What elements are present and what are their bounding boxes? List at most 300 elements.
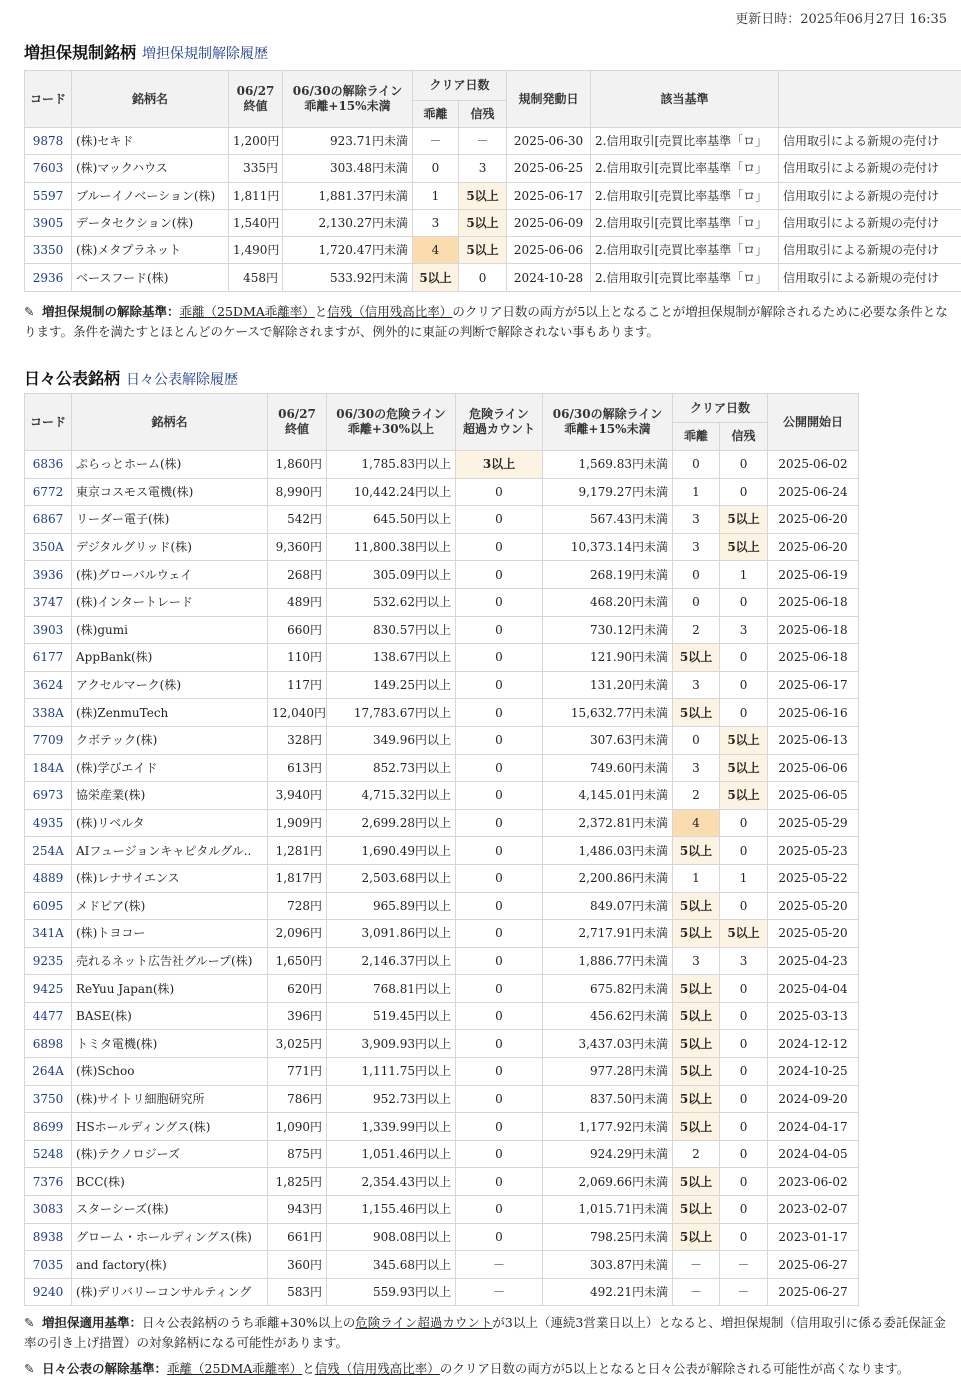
shinzan-days-cell: 5以上 xyxy=(720,754,768,782)
stock-code-link[interactable]: 6177 xyxy=(32,650,64,665)
stock-code-link[interactable]: 338A xyxy=(32,705,64,720)
stock-code-cell xyxy=(25,864,72,892)
danger-line-cell: 2,503.68円以上 xyxy=(327,864,456,892)
stock-code-link[interactable]: 6973 xyxy=(32,788,64,803)
kairi-days-cell: － xyxy=(673,1251,720,1279)
shinzan-days-cell: － xyxy=(459,128,507,155)
stock-code-cell xyxy=(25,644,72,672)
danger-count-cell: 0 xyxy=(456,975,543,1003)
close-price-cell: 1,090円 xyxy=(268,1113,327,1141)
start-date-cell: 2025-03-13 xyxy=(768,1002,859,1030)
col-extra xyxy=(779,71,961,128)
stock-code-link[interactable]: 3747 xyxy=(32,595,64,610)
kairi-days-cell: 5以上 xyxy=(673,1223,720,1251)
stock-name-cell: (株)リベルタ xyxy=(72,809,268,837)
stock-code-link[interactable]: 3624 xyxy=(32,678,64,693)
release-line-cell: 2,200.86円未満 xyxy=(543,864,673,892)
danger-line-cell: 3,909.93円以上 xyxy=(327,1030,456,1058)
start-date-cell: 2025-06-16 xyxy=(768,699,859,727)
section1-history-link[interactable]: 増担保規制解除履歴 xyxy=(142,46,269,62)
release-line-cell: 10,373.14円未満 xyxy=(543,533,673,561)
danger-count-cell: 0 xyxy=(456,1058,543,1086)
release-line-cell: 2,069.66円未満 xyxy=(543,1168,673,1196)
table-row xyxy=(25,975,859,1003)
danger-line-cell: 4,715.32円以上 xyxy=(327,782,456,810)
close-price-cell: 1,490円 xyxy=(229,237,283,264)
start-date-cell: 2023-02-07 xyxy=(768,1196,859,1224)
shinzan-days-cell: 5以上 xyxy=(459,182,507,209)
start-date-cell: 2024-10-28 xyxy=(507,264,591,291)
danger-line-cell: 1,339.99円以上 xyxy=(327,1113,456,1141)
stock-code-link[interactable]: 6898 xyxy=(32,1036,64,1051)
start-date-cell: 2023-01-17 xyxy=(768,1223,859,1251)
close-price-cell: 3,025円 xyxy=(268,1030,327,1058)
release-line-cell: 303.87円未満 xyxy=(543,1251,673,1279)
stock-code-cell xyxy=(25,182,72,209)
shinzan-days-cell: 0 xyxy=(720,809,768,837)
release-line-cell: 1,569.83円未満 xyxy=(543,451,673,479)
start-date-cell: 2025-05-22 xyxy=(768,864,859,892)
release-line-cell: 121.90円未満 xyxy=(543,644,673,672)
start-date-cell: 2025-06-30 xyxy=(507,128,591,155)
release-line-cell: 1,720.47円未満 xyxy=(283,237,413,264)
stock-code-link[interactable]: 4935 xyxy=(32,816,64,831)
start-date-cell: 2025-04-23 xyxy=(768,947,859,975)
section2-history-link[interactable]: 日々公表解除履歴 xyxy=(126,372,239,388)
close-price-cell: 8,990円 xyxy=(268,478,327,506)
danger-line-cell: 519.45円以上 xyxy=(327,1002,456,1030)
col-release-line: 06/30の解除ライン 乖離+15%未満 xyxy=(543,394,673,451)
kairi-days-cell: 5以上 xyxy=(673,837,720,865)
start-date-cell: 2025-06-06 xyxy=(768,754,859,782)
danger-count-cell: 0 xyxy=(456,1113,543,1141)
stock-code-cell xyxy=(25,1196,72,1224)
stock-name-cell: ReYuu Japan(株) xyxy=(72,975,268,1003)
start-date-cell: 2025-06-20 xyxy=(768,533,859,561)
stock-code-link[interactable]: 8938 xyxy=(32,1229,64,1244)
stock-name-cell: (株)グローバルウェイ xyxy=(72,561,268,589)
kairi-days-cell: 0 xyxy=(673,561,720,589)
shinzan-days-cell: 0 xyxy=(459,264,507,291)
close-price-cell: 728円 xyxy=(268,892,327,920)
danger-count-cell: 0 xyxy=(456,671,543,699)
table-row xyxy=(25,182,961,209)
stock-code-cell xyxy=(25,1223,72,1251)
shinzan-days-cell: 0 xyxy=(720,478,768,506)
section1-title xyxy=(24,40,268,63)
danger-count-cell: 0 xyxy=(456,1196,543,1224)
stock-code-link[interactable]: 9425 xyxy=(32,981,64,996)
start-date-cell: 2025-06-18 xyxy=(768,616,859,644)
stock-code-link[interactable]: 5597 xyxy=(32,188,64,203)
col-start-date: 公開開始日 xyxy=(768,394,859,451)
stock-code-cell xyxy=(25,975,72,1003)
shinzan-days-cell: 5以上 xyxy=(459,209,507,236)
start-date-cell: 2025-06-20 xyxy=(768,506,859,534)
stock-code-link[interactable]: 8699 xyxy=(32,1119,64,1134)
stock-code-cell xyxy=(25,264,72,291)
kairi-days-cell: 3 xyxy=(673,671,720,699)
start-date-cell: 2025-06-19 xyxy=(768,561,859,589)
stock-code-link[interactable]: 3905 xyxy=(32,216,64,231)
stock-name-cell: (株)gumi xyxy=(72,616,268,644)
start-date-cell: 2025-06-27 xyxy=(768,1251,859,1279)
release-line-cell: 468.20円未満 xyxy=(543,588,673,616)
close-price-cell: 786円 xyxy=(268,1085,327,1113)
stock-code-link[interactable]: 3936 xyxy=(32,567,64,582)
stock-code-link[interactable]: 7376 xyxy=(32,1174,64,1189)
danger-count-cell: 0 xyxy=(456,699,543,727)
shinzan-days-cell: 0 xyxy=(720,1085,768,1113)
table-row xyxy=(25,155,961,182)
stock-code-link[interactable]: 6836 xyxy=(32,457,64,472)
start-date-cell: 2025-06-06 xyxy=(507,237,591,264)
col-code: コード xyxy=(25,394,72,451)
release-line-cell: 730.12円未満 xyxy=(543,616,673,644)
release-line-cell: 1,486.03円未満 xyxy=(543,837,673,865)
table-row xyxy=(25,892,859,920)
criteria-detail-cell: 信用取引による新規の売付け xyxy=(779,155,961,182)
stock-name-cell: リーダー電子(株) xyxy=(72,506,268,534)
stock-code-cell xyxy=(25,616,72,644)
danger-line-cell: 149.25円以上 xyxy=(327,671,456,699)
table-row xyxy=(25,1251,859,1279)
close-price-cell: 620円 xyxy=(268,975,327,1003)
danger-count-cell: 0 xyxy=(456,588,543,616)
close-price-cell: 1,817円 xyxy=(268,864,327,892)
stock-code-link[interactable]: 341A xyxy=(32,926,64,941)
danger-count-cell: － xyxy=(456,1251,543,1279)
kairi-days-cell: 5以上 xyxy=(673,1058,720,1086)
kairi-days-cell: 0 xyxy=(673,588,720,616)
danger-line-cell: 559.93円以上 xyxy=(327,1278,456,1306)
col-close: 06/27 終値 xyxy=(229,71,283,128)
release-line-cell: 1,881.37円未満 xyxy=(283,182,413,209)
stock-name-cell: デジタルグリッド(株) xyxy=(72,533,268,561)
danger-line-cell: 17,783.67円以上 xyxy=(327,699,456,727)
stock-code-link[interactable]: 7035 xyxy=(32,1257,64,1272)
kairi-days-cell: 2 xyxy=(673,782,720,810)
stock-name-cell: 売れるネット広告社グループ(株) xyxy=(72,947,268,975)
stock-code-cell xyxy=(25,237,72,264)
table-row xyxy=(25,837,859,865)
release-line-cell: 567.43円未満 xyxy=(543,506,673,534)
stock-name-cell: BASE(株) xyxy=(72,1002,268,1030)
kairi-days-cell: 0 xyxy=(413,155,459,182)
danger-count-cell: 0 xyxy=(456,644,543,672)
section2-heading: 日々公表銘柄 xyxy=(24,369,121,388)
start-date-cell: 2025-05-20 xyxy=(768,892,859,920)
stock-name-cell: (株)サイトリ細胞研究所 xyxy=(72,1085,268,1113)
kairi-days-cell: 5以上 xyxy=(673,1168,720,1196)
danger-count-term: 危険ライン超過カウント xyxy=(355,1315,493,1330)
release-line-cell: 675.82円未満 xyxy=(543,975,673,1003)
shinzan-days-cell: 5以上 xyxy=(720,726,768,754)
danger-line-cell: 532.62円以上 xyxy=(327,588,456,616)
kairi-days-cell: 3 xyxy=(673,506,720,534)
stock-code-cell xyxy=(25,892,72,920)
shinzan-days-cell: 0 xyxy=(720,1030,768,1058)
stock-name-cell: スターシーズ(株) xyxy=(72,1196,268,1224)
stock-code-cell xyxy=(25,155,72,182)
stock-name-cell: HSホールディングス(株) xyxy=(72,1113,268,1141)
danger-line-cell: 1,051.46円以上 xyxy=(327,1140,456,1168)
stock-name-cell: and factory(株) xyxy=(72,1251,268,1279)
stock-code-link[interactable]: 6772 xyxy=(32,484,64,499)
shinzan-days-cell: 0 xyxy=(720,1058,768,1086)
release-line-cell: 307.63円未満 xyxy=(543,726,673,754)
danger-line-cell: 345.68円以上 xyxy=(327,1251,456,1279)
kairi-days-cell: 5以上 xyxy=(673,975,720,1003)
shinzan-days-cell: 0 xyxy=(720,451,768,479)
start-date-cell: 2025-06-18 xyxy=(768,644,859,672)
close-price-cell: 328円 xyxy=(268,726,327,754)
close-price-cell: 583円 xyxy=(268,1278,327,1306)
col-shinzan: 信残 xyxy=(459,101,507,128)
table-row xyxy=(25,1223,859,1251)
stock-code-link[interactable]: 4477 xyxy=(32,1009,64,1024)
danger-count-cell: 0 xyxy=(456,726,543,754)
kairi-days-cell: 1 xyxy=(413,182,459,209)
release-line-cell: 268.19円未満 xyxy=(543,561,673,589)
pencil-icon: ✎ xyxy=(24,1361,35,1376)
close-price-cell: 1,811円 xyxy=(229,182,283,209)
table-row xyxy=(25,264,961,291)
stock-code-cell xyxy=(25,1002,72,1030)
close-price-cell: 458円 xyxy=(229,264,283,291)
stock-name-cell: アクセルマーク(株) xyxy=(72,671,268,699)
table-row xyxy=(25,671,859,699)
stock-code-cell xyxy=(25,561,72,589)
margin-regulation-table xyxy=(24,70,961,292)
criteria-cell: 2.信用取引[売買比率基準「ロ」 xyxy=(591,237,779,264)
stock-code-link[interactable]: 6867 xyxy=(32,512,64,527)
stock-code-cell xyxy=(25,1251,72,1279)
kairi-days-cell: 1 xyxy=(673,864,720,892)
table-row xyxy=(25,478,859,506)
kairi-days-cell: 0 xyxy=(673,451,720,479)
danger-count-cell: 0 xyxy=(456,1168,543,1196)
stock-name-cell: データセクション(株) xyxy=(72,209,229,236)
table-row xyxy=(25,644,859,672)
start-date-cell: 2025-06-18 xyxy=(768,588,859,616)
shinzan-days-cell: 1 xyxy=(720,561,768,589)
kairi-days-cell: 2 xyxy=(673,1140,720,1168)
kairi-days-cell: 3 xyxy=(413,209,459,236)
stock-code-cell xyxy=(25,506,72,534)
col-name: 銘柄名 xyxy=(72,394,268,451)
danger-count-cell: 0 xyxy=(456,920,543,948)
table-row xyxy=(25,561,859,589)
col-kairi: 乖離 xyxy=(413,101,459,128)
table-row xyxy=(25,920,859,948)
danger-count-cell: 0 xyxy=(456,1085,543,1113)
stock-code-link[interactable]: 2936 xyxy=(32,270,64,285)
kairi-days-cell: 3 xyxy=(673,947,720,975)
col-shinzan: 信残 xyxy=(720,423,768,451)
kairi-days-cell: 5以上 xyxy=(673,1113,720,1141)
close-price-cell: 1,860円 xyxy=(268,451,327,479)
release-line-cell: 492.21円未満 xyxy=(543,1278,673,1306)
stock-code-link[interactable]: 184A xyxy=(32,760,64,775)
daily-announcement-table xyxy=(24,393,859,1306)
kairi-days-cell: 5以上 xyxy=(673,1030,720,1058)
danger-count-cell: 0 xyxy=(456,478,543,506)
shinzan-days-cell: 3 xyxy=(720,947,768,975)
kairi-days-cell: 0 xyxy=(673,726,720,754)
stock-name-cell: メドピア(株) xyxy=(72,892,268,920)
stock-name-cell: (株)テクノロジーズ xyxy=(72,1140,268,1168)
col-start-date: 規制発動日 xyxy=(507,71,591,128)
col-clear-days: クリア日数 xyxy=(673,394,768,423)
stock-code-link[interactable]: 9878 xyxy=(32,134,64,149)
stock-code-link[interactable]: 3750 xyxy=(32,1091,64,1106)
stock-name-cell: (株)Schoo xyxy=(72,1058,268,1086)
danger-line-cell: 1,155.46円以上 xyxy=(327,1196,456,1224)
table-row xyxy=(25,699,859,727)
start-date-cell: 2023-06-02 xyxy=(768,1168,859,1196)
start-date-cell: 2025-06-05 xyxy=(768,782,859,810)
danger-count-cell: 0 xyxy=(456,754,543,782)
release-line-cell: 456.62円未満 xyxy=(543,1002,673,1030)
start-date-cell: 2024-12-12 xyxy=(768,1030,859,1058)
stock-code-cell xyxy=(25,671,72,699)
stock-code-link[interactable]: 350A xyxy=(32,540,64,555)
close-price-cell: 110円 xyxy=(268,644,327,672)
table-row xyxy=(25,1196,859,1224)
shinzan-days-cell: － xyxy=(720,1278,768,1306)
stock-code-link[interactable]: 264A xyxy=(32,1064,64,1079)
start-date-cell: 2025-06-25 xyxy=(507,155,591,182)
col-clear-days: クリア日数 xyxy=(413,71,507,101)
col-close: 06/27 終値 xyxy=(268,394,327,451)
danger-line-cell: 305.09円以上 xyxy=(327,561,456,589)
start-date-cell: 2024-10-25 xyxy=(768,1058,859,1086)
start-date-cell: 2024-04-05 xyxy=(768,1140,859,1168)
kairi-term: 乖離（25DMA乖離率） xyxy=(179,304,315,319)
stock-name-cell: (株)デリバリーコンサルティング xyxy=(72,1278,268,1306)
danger-line-cell: 830.57円以上 xyxy=(327,616,456,644)
danger-line-cell: 138.67円以上 xyxy=(327,644,456,672)
danger-count-cell: 0 xyxy=(456,1140,543,1168)
shinzan-days-cell: 0 xyxy=(720,892,768,920)
kairi-days-cell: 5以上 xyxy=(673,892,720,920)
stock-code-cell xyxy=(25,782,72,810)
kairi-days-cell: 5以上 xyxy=(673,644,720,672)
release-line-cell: 1,886.77円未満 xyxy=(543,947,673,975)
table-row xyxy=(25,782,859,810)
close-price-cell: 1,281円 xyxy=(268,837,327,865)
stock-name-cell: AIフュージョンキャピタルグル.. xyxy=(72,837,268,865)
shinzan-days-cell: 0 xyxy=(720,1002,768,1030)
stock-code-link[interactable]: 7603 xyxy=(32,161,64,176)
kairi-days-cell: 3 xyxy=(673,533,720,561)
close-price-cell: 2,096円 xyxy=(268,920,327,948)
stock-code-link[interactable]: 9235 xyxy=(32,953,64,968)
close-price-cell: 542円 xyxy=(268,506,327,534)
danger-count-cell: 0 xyxy=(456,1223,543,1251)
shinzan-days-cell: 0 xyxy=(720,644,768,672)
start-date-cell: 2024-09-20 xyxy=(768,1085,859,1113)
shinzan-days-cell: 0 xyxy=(720,975,768,1003)
stock-code-link[interactable]: 7709 xyxy=(32,733,64,748)
release-line-cell: 837.50円未満 xyxy=(543,1085,673,1113)
table-row xyxy=(25,1030,859,1058)
release-line-cell: 2,372.81円未満 xyxy=(543,809,673,837)
stock-name-cell: BCC(株) xyxy=(72,1168,268,1196)
section1-heading: 増担保規制銘柄 xyxy=(24,43,137,62)
stock-code-link[interactable]: 254A xyxy=(32,843,64,858)
stock-code-cell xyxy=(25,1058,72,1086)
stock-code-link[interactable]: 6095 xyxy=(32,898,64,913)
kairi-days-cell: 4 xyxy=(413,237,459,264)
kairi-days-cell: 5以上 xyxy=(673,699,720,727)
stock-code-cell xyxy=(25,1140,72,1168)
release-line-cell: 131.20円未満 xyxy=(543,671,673,699)
close-price-cell: 1,909円 xyxy=(268,809,327,837)
stock-code-link[interactable]: 9240 xyxy=(32,1285,64,1300)
release-line-cell: 4,145.01円未満 xyxy=(543,782,673,810)
pencil-icon: ✎ xyxy=(24,304,35,319)
table-row xyxy=(25,1113,859,1141)
table-row xyxy=(25,726,859,754)
stock-name-cell: ブルーイノベーション(株) xyxy=(72,182,229,209)
shinzan-days-cell: 0 xyxy=(720,1168,768,1196)
section2-title xyxy=(24,366,238,389)
danger-line-cell: 2,146.37円以上 xyxy=(327,947,456,975)
release-line-cell: 9,179.27円未満 xyxy=(543,478,673,506)
stock-code-cell xyxy=(25,1113,72,1141)
stock-code-link[interactable]: 3083 xyxy=(32,1202,64,1217)
close-price-cell: 9,360円 xyxy=(268,533,327,561)
criteria-cell: 2.信用取引[売買比率基準「ロ」 xyxy=(591,155,779,182)
stock-code-link[interactable]: 3903 xyxy=(32,622,64,637)
shinzan-days-cell: 3 xyxy=(459,155,507,182)
col-danger-count: 危険ライン 超過カウント xyxy=(456,394,543,451)
release-line-cell: 749.60円未満 xyxy=(543,754,673,782)
stock-code-cell xyxy=(25,451,72,479)
danger-line-cell: 952.73円以上 xyxy=(327,1085,456,1113)
danger-line-cell: 768.81円以上 xyxy=(327,975,456,1003)
close-price-cell: 943円 xyxy=(268,1196,327,1224)
stock-code-link[interactable]: 4889 xyxy=(32,871,64,886)
stock-code-link[interactable]: 5248 xyxy=(32,1147,64,1162)
stock-name-cell: トミタ電機(株) xyxy=(72,1030,268,1058)
col-name: 銘柄名 xyxy=(72,71,229,128)
release-line-cell: 923.71円未満 xyxy=(283,128,413,155)
stock-code-cell xyxy=(25,128,72,155)
stock-code-cell xyxy=(25,726,72,754)
danger-line-cell: 908.08円以上 xyxy=(327,1223,456,1251)
shinzan-days-cell: － xyxy=(720,1251,768,1279)
kairi-days-cell: 4 xyxy=(673,809,720,837)
danger-line-cell: 965.89円以上 xyxy=(327,892,456,920)
release-line-cell: 533.92円未満 xyxy=(283,264,413,291)
danger-count-cell: 0 xyxy=(456,782,543,810)
stock-name-cell: (株)インタートレード xyxy=(72,588,268,616)
stock-code-link[interactable]: 3350 xyxy=(32,243,64,258)
close-price-cell: 335円 xyxy=(229,155,283,182)
criteria-cell: 2.信用取引[売買比率基準「ロ」 xyxy=(591,264,779,291)
section2-note-apply: ✎ 増担保適用基準：日々公表銘柄のうち乖離+30%以上の危険ライン超過カウントが3以上（連続3営業日以上）となると、増担保規制（信用取引に係る委託保証金率の引き上げ措置）の対象銘柄になる可能性があります。 xyxy=(24,1315,946,1350)
table-row xyxy=(25,809,859,837)
shinzan-days-cell: 0 xyxy=(720,1223,768,1251)
start-date-cell: 2025-06-17 xyxy=(768,671,859,699)
close-price-cell: 1,825円 xyxy=(268,1168,327,1196)
start-date-cell: 2025-06-02 xyxy=(768,451,859,479)
close-price-cell: 396円 xyxy=(268,1002,327,1030)
criteria-detail-cell: 信用取引による新規の売付け xyxy=(779,128,961,155)
